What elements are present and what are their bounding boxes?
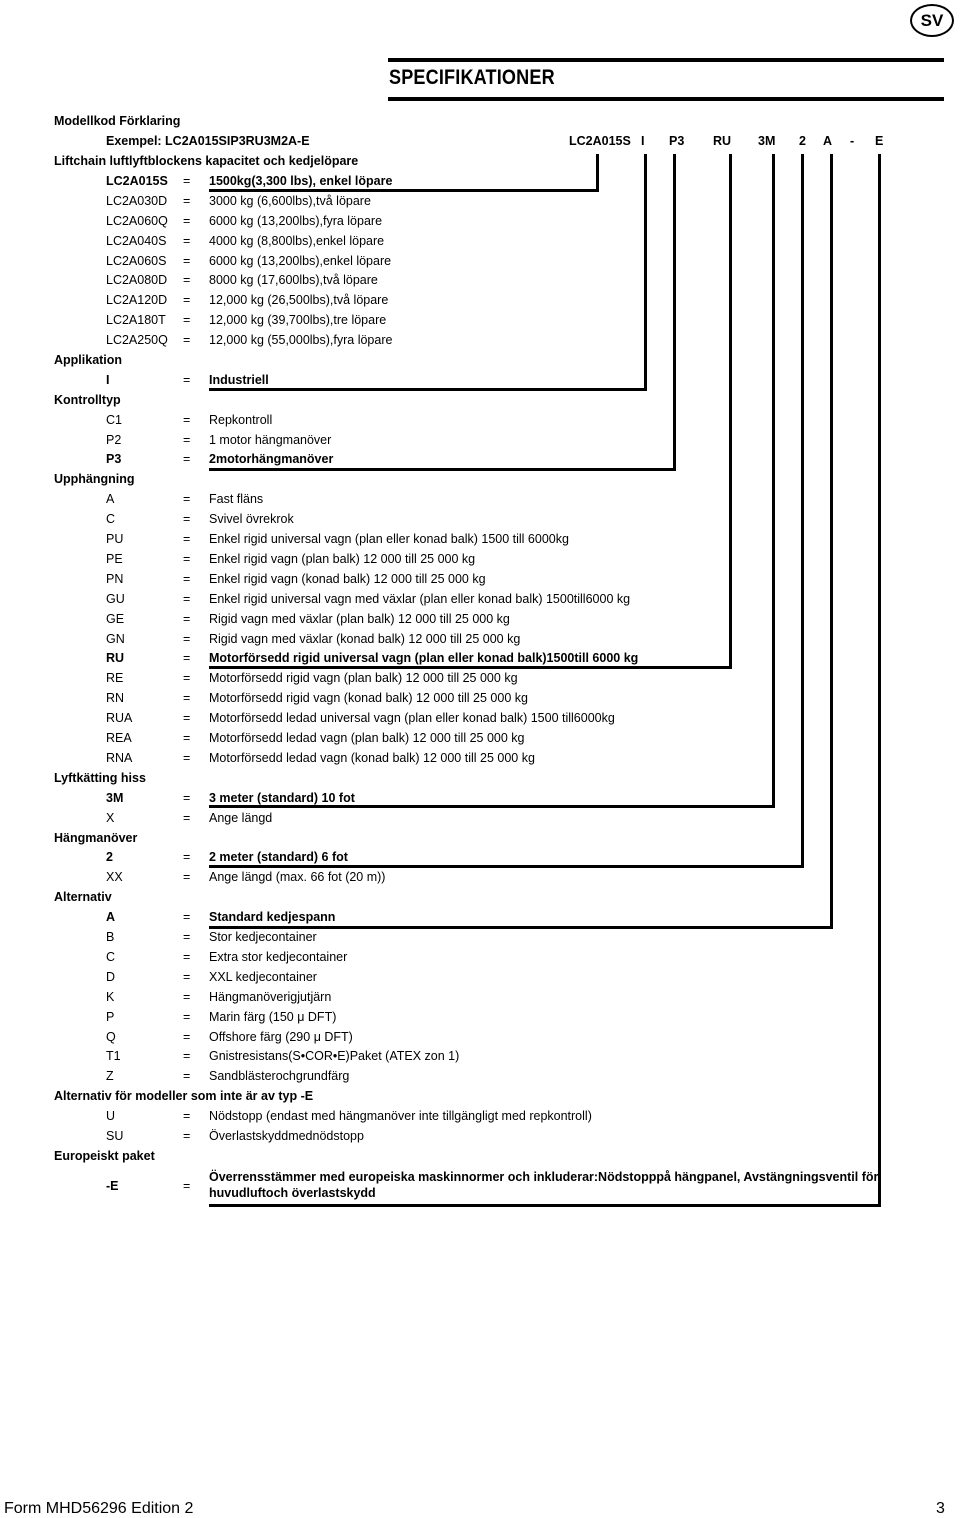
section-heading [0, 393, 960, 413]
equals-sign: = [183, 970, 191, 984]
spec-row [0, 592, 960, 612]
spec-code: 3M [106, 791, 124, 805]
spec-row [0, 1049, 960, 1069]
spec-row [0, 532, 960, 552]
section-heading-text: Upphängning [54, 472, 135, 486]
spec-description: Marin färg (150 μ DFT) [209, 1010, 337, 1024]
section-heading [0, 1149, 960, 1169]
connector-european-h [209, 1204, 881, 1207]
spec-code: D [106, 970, 116, 984]
spec-code: K [106, 990, 115, 1004]
equals-sign: = [183, 1129, 191, 1143]
equals-sign: = [183, 492, 191, 506]
spec-code: C [106, 512, 116, 526]
footer-page-number: 3 [936, 1500, 945, 1517]
code-part-pendant: 2 [799, 134, 806, 148]
section-heading [0, 890, 960, 910]
spec-code: GU [106, 592, 125, 606]
section-heading-text: Europeiskt paket [54, 1149, 155, 1163]
spec-description: Enkel rigid universal vagn (plan eller konad balk) 1500 till 6000kg [209, 532, 569, 546]
equals-sign: = [183, 671, 191, 685]
spec-row [0, 1109, 960, 1129]
spec-code: C [106, 950, 116, 964]
spec-description: Stor kedjecontainer [209, 930, 317, 944]
spec-row [0, 671, 960, 691]
spec-code: SU [106, 1129, 124, 1143]
spec-row [0, 791, 960, 811]
equals-sign: = [183, 1069, 191, 1083]
section-heading [0, 1089, 960, 1109]
equals-sign: = [183, 333, 191, 347]
spec-description: 12,000 kg (39,700lbs),tre löpare [209, 313, 387, 327]
equals-sign: = [183, 731, 191, 745]
code-part-european: E [875, 134, 884, 148]
spec-description: Offshore färg (290 μ DFT) [209, 1030, 353, 1044]
spec-description: Fast fläns [209, 492, 264, 506]
equals-sign: = [183, 254, 191, 268]
spec-description: Motorförsedd rigid vagn (plan balk) 12 000 till 25 000 kg [209, 671, 518, 685]
connector-capacity-v [596, 154, 599, 192]
spec-row [0, 970, 960, 990]
connector-suspension-v [729, 154, 732, 669]
connector-application-h [209, 388, 646, 391]
equals-sign: = [183, 433, 191, 447]
connector-control-v [673, 154, 676, 471]
equals-sign: = [183, 930, 191, 944]
spec-code: LC2A015S [106, 174, 168, 188]
spec-row [0, 1030, 960, 1050]
spec-code: Q [106, 1030, 116, 1044]
equals-sign: = [183, 711, 191, 725]
spec-description: 2 meter (standard) 6 fot [209, 850, 348, 864]
connector-european-v [878, 154, 881, 1207]
page-title: SPECIFIKATIONER [389, 66, 555, 89]
equals-sign: = [183, 632, 191, 646]
equals-sign: = [183, 1010, 191, 1024]
spec-description: Hängmanöverigjutjärn [209, 990, 332, 1004]
spec-row [0, 492, 960, 512]
spec-code: GN [106, 632, 125, 646]
spec-code: LC2A080D [106, 273, 168, 287]
spec-description: Repkontroll [209, 413, 273, 427]
spec-description: Enkel rigid universal vagn med växlar (plan eller konad balk) 1500till6000 kg [209, 592, 631, 606]
spec-description: Rigid vagn med växlar (plan balk) 12 000 till 25 000 kg [209, 612, 510, 626]
spec-description: Standard kedjespann [209, 910, 336, 924]
equals-sign: = [183, 990, 191, 1004]
spec-row [0, 512, 960, 532]
spec-description: Ange längd (max. 66 fot (20 m)) [209, 870, 386, 884]
spec-row [0, 313, 960, 333]
spec-description: Rigid vagn med växlar (konad balk) 12 000 till 25 000 kg [209, 632, 521, 646]
section-heading-text: Alternativ för modeller som inte är av typ -E [54, 1089, 314, 1103]
code-part-control: P3 [669, 134, 685, 148]
spec-code: LC2A180T [106, 313, 166, 327]
equals-sign: = [183, 751, 191, 765]
spec-code: REA [106, 731, 132, 745]
equals-sign: = [183, 313, 191, 327]
code-part-application: I [641, 134, 645, 148]
section-heading-text: Applikation [54, 353, 123, 367]
spec-code: RUA [106, 711, 133, 725]
code-part-dash: - [850, 134, 855, 148]
spec-description: 6000 kg (13,200lbs),fyra löpare [209, 214, 383, 228]
equals-sign: = [183, 293, 191, 307]
spec-code: LC2A060S [106, 254, 167, 268]
equals-sign: = [183, 870, 191, 884]
model-heading-text: Modellkod Förklaring [54, 114, 181, 128]
spec-code: LC2A250Q [106, 333, 168, 347]
spec-description: Industriell [209, 373, 269, 387]
equals-sign: = [183, 691, 191, 705]
spec-row [0, 214, 960, 234]
top-rule [388, 58, 944, 62]
section-heading [0, 472, 960, 492]
equals-sign: = [183, 194, 191, 208]
example-code-line [0, 134, 960, 152]
spec-code: LC2A060Q [106, 214, 168, 228]
equals-sign: = [183, 1049, 191, 1063]
spec-description: 2motorhängmanöver [209, 452, 334, 466]
connector-control-h [209, 468, 675, 471]
spec-description: Ange längd [209, 811, 273, 825]
language-badge: SV [910, 4, 954, 37]
connector-capacity-h [209, 189, 598, 192]
spec-description: Svivel övrekrok [209, 512, 294, 526]
spec-code: I [106, 373, 110, 387]
spec-description-line2: huvudluftoch överlastskydd [209, 1186, 376, 1200]
section-heading-text: Alternativ [54, 890, 112, 904]
equals-sign: = [183, 273, 191, 287]
title-rule [388, 97, 944, 101]
spec-code: XX [106, 870, 123, 884]
spec-description: Sandblästerochgrundfärg [209, 1069, 350, 1083]
spec-row [0, 930, 960, 950]
section-heading [0, 771, 960, 791]
spec-code: GE [106, 612, 125, 626]
spec-row [0, 731, 960, 751]
section-heading-text: Kontrolltyp [54, 393, 121, 407]
equals-sign: = [183, 373, 191, 387]
spec-code: Z [106, 1069, 114, 1083]
example-label: Exempel: LC2A015SIP3RU3M2A-E [106, 134, 310, 148]
equals-sign: = [183, 413, 191, 427]
spec-row [0, 950, 960, 970]
equals-sign: = [183, 1179, 191, 1193]
spec-description: 3000 kg (6,600lbs),två löpare [209, 194, 371, 208]
spec-row [0, 990, 960, 1010]
footer-form: Form MHD56296 Edition 2 [4, 1500, 194, 1517]
connector-lift-h [209, 805, 774, 808]
model-heading [0, 114, 960, 134]
spec-row [0, 194, 960, 214]
spec-code: PN [106, 572, 124, 586]
equals-sign: = [183, 512, 191, 526]
equals-sign: = [183, 651, 191, 665]
spec-description: Motorförsedd ledad vagn (konad balk) 12 000 till 25 000 kg [209, 751, 535, 765]
equals-sign: = [183, 910, 191, 924]
spec-code: X [106, 811, 115, 825]
connector-lift-v [772, 154, 775, 808]
spec-description-line1: Överrensstämmer med europeiska maskinnormer och inkluderar:Nödstopppå hängpanel, Avstängningsventil för [209, 1170, 879, 1184]
spec-description: 6000 kg (13,200lbs),enkel löpare [209, 254, 392, 268]
spec-code: T1 [106, 1049, 121, 1063]
spec-row [0, 612, 960, 632]
spec-row [0, 632, 960, 652]
connector-option-v [830, 154, 833, 929]
spec-description: Gnistresistans(S•COR•E)Paket (ATEX zon 1) [209, 1049, 460, 1063]
spec-code: PU [106, 532, 124, 546]
spec-row [0, 811, 960, 831]
spec-code: RN [106, 691, 125, 705]
spec-description: Motorförsedd ledad vagn (plan balk) 12 000 till 25 000 kg [209, 731, 525, 745]
connector-suspension-h [209, 666, 731, 669]
spec-row [0, 691, 960, 711]
spec-row [0, 1129, 960, 1149]
spec-description: Enkel rigid vagn (plan balk) 12 000 till 25 000 kg [209, 552, 476, 566]
european-row [0, 1170, 960, 1204]
connector-pendant-h [209, 865, 803, 868]
spec-description: Överlastskyddmednödstopp [209, 1129, 364, 1143]
spec-code: RNA [106, 751, 133, 765]
equals-sign: = [183, 791, 191, 805]
spec-code: LC2A040S [106, 234, 167, 248]
spec-code: U [106, 1109, 116, 1123]
spec-row [0, 234, 960, 254]
spec-description: Extra stor kedjecontainer [209, 950, 348, 964]
spec-description: 3 meter (standard) 10 fot [209, 791, 355, 805]
spec-row [0, 1069, 960, 1089]
code-part-option: A [823, 134, 833, 148]
spec-description: Motorförsedd ledad universal vagn (plan eller konad balk) 1500 till6000kg [209, 711, 615, 725]
equals-sign: = [183, 234, 191, 248]
spec-code: C1 [106, 413, 122, 427]
spec-description: XXL kedjecontainer [209, 970, 317, 984]
spec-row [0, 433, 960, 453]
code-part-lift: 3M [758, 134, 776, 148]
spec-row [0, 333, 960, 353]
spec-code: P2 [106, 433, 122, 447]
equals-sign: = [183, 950, 191, 964]
equals-sign: = [183, 612, 191, 626]
section-heading [0, 154, 960, 174]
spec-row [0, 1010, 960, 1030]
spec-code: LC2A120D [106, 293, 168, 307]
section-heading-text: Lyftkätting hiss [54, 771, 146, 785]
spec-code: LC2A030D [106, 194, 168, 208]
equals-sign: = [183, 850, 191, 864]
equals-sign: = [183, 532, 191, 546]
equals-sign: = [183, 452, 191, 466]
equals-sign: = [183, 552, 191, 566]
spec-code: P [106, 1010, 115, 1024]
spec-row [0, 711, 960, 731]
spec-code: RU [106, 651, 125, 665]
spec-row [0, 552, 960, 572]
spec-code: PE [106, 552, 123, 566]
spec-row [0, 572, 960, 592]
spec-description: 12,000 kg (26,500lbs),två löpare [209, 293, 389, 307]
spec-code: A [106, 910, 116, 924]
spec-description: Motorförsedd rigid universal vagn (plan eller konad balk)1500till 6000 kg [209, 651, 639, 665]
spec-description: Enkel rigid vagn (konad balk) 12 000 till 25 000 kg [209, 572, 486, 586]
equals-sign: = [183, 214, 191, 228]
spec-row [0, 293, 960, 313]
connector-pendant-v [801, 154, 804, 868]
equals-sign: = [183, 592, 191, 606]
spec-row [0, 413, 960, 433]
spec-description: 8000 kg (17,600lbs),två löpare [209, 273, 378, 287]
spec-description: 1 motor hängmanöver [209, 433, 332, 447]
spec-row [0, 870, 960, 890]
equals-sign: = [183, 572, 191, 586]
spec-code: RE [106, 671, 124, 685]
section-heading-text: Hängmanöver [54, 831, 138, 845]
spec-code: B [106, 930, 115, 944]
spec-row [0, 751, 960, 771]
equals-sign: = [183, 811, 191, 825]
connector-option-h [209, 926, 832, 929]
spec-code: 2 [106, 850, 113, 864]
spec-row [0, 273, 960, 293]
equals-sign: = [183, 1030, 191, 1044]
spec-description: 12,000 kg (55,000lbs),fyra löpare [209, 333, 393, 347]
section-heading [0, 353, 960, 373]
section-heading-text: Liftchain luftlyftblockens kapacitet och kedjelöpare [54, 154, 359, 168]
connector-application-v [644, 154, 647, 391]
equals-sign: = [183, 1109, 191, 1123]
spec-description: 1500kg(3,300 lbs), enkel löpare [209, 174, 393, 188]
spec-description: Motorförsedd rigid vagn (konad balk) 12 000 till 25 000 kg [209, 691, 528, 705]
spec-row [0, 254, 960, 274]
section-heading [0, 831, 960, 851]
spec-description: 4000 kg (8,800lbs),enkel löpare [209, 234, 385, 248]
spec-code: A [106, 492, 115, 506]
equals-sign: = [183, 174, 191, 188]
code-part-suspension: RU [713, 134, 732, 148]
spec-code: P3 [106, 452, 122, 466]
spec-code: -E [106, 1179, 119, 1193]
spec-description: Nödstopp (endast med hängmanöver inte tillgängligt med repkontroll) [209, 1109, 592, 1123]
code-part-capacity: LC2A015S [569, 134, 631, 148]
